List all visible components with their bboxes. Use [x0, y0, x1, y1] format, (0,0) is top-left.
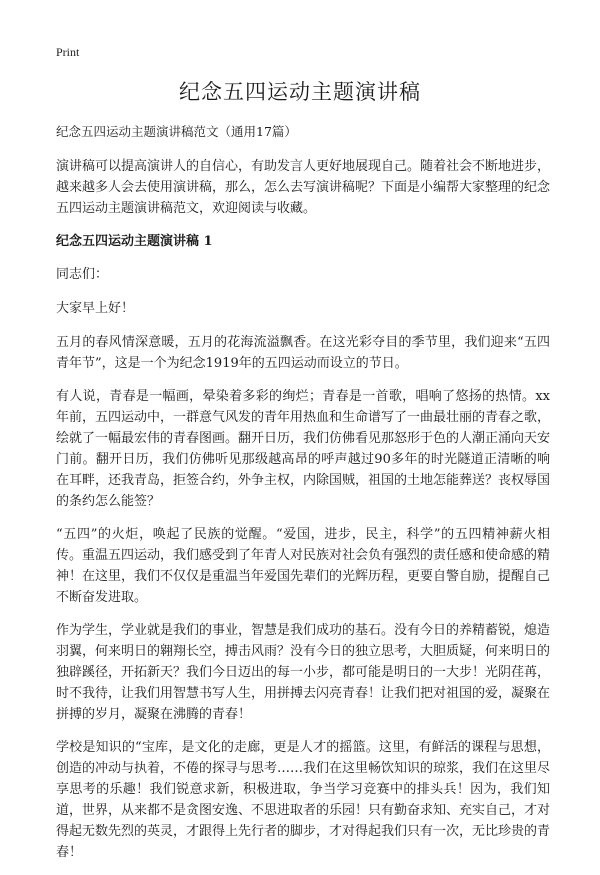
- body-paragraph: “五四”的火炬，唤起了民族的觉醒。“爱国，进步，民主，科学”的五四精神薪火相传。重温五四运动，我们感受到了年青人对民族对社会负有强烈的责任感和使命感的精神！在这里，我们不仅仅是重温当年爱国先辈们的光辉历程，更要自警自励，提醒自己不断奋发进取。: [56, 527, 551, 605]
- body-paragraph: 有人说，青春是一幅画，晕染着多彩的绚烂；青春是一首歌，唱响了悠扬的热情。xx年前，五四运动中，一群意气风发的青年用热血和生命谱写了一曲最壮丽的青春之歌，绘就了一幅最宏伟的青春图画。翻开日历，我们仿佛看见那怒形于色的人潮正涌向天安门前。翻开日历，我们仿佛听见那级越高昂的呼声越过90多年的时光隧道正清晰的响在耳畔，还我青岛，拒签合约，外争主权，内除国贼，祖国的土地怎能葬送？丧权辱国的条约怎么能签？: [56, 389, 551, 509]
- greeting-paragraph: 大家早上好！: [56, 301, 135, 316]
- section-heading: 纪念五四运动主题演讲稿 1: [56, 234, 213, 249]
- greeting-paragraph: 同志们：: [56, 267, 109, 282]
- body-paragraph: 五月的春风情深意暖，五月的花海流溢飘香。在这光彩夺目的季节里，我们迎来“五四青年节”，这是一个为纪念1919年的五四运动而设立的节日。: [56, 335, 550, 371]
- body-paragraph: 学校是知识的“宝库，是文化的走廊，更是人才的摇篮。这里，有鲜活的课程与思想，创造的冲动与执着，不倦的探寻与思考……我们在这里畅饮知识的琼浆，我们在这里尽享思考的乐趣！我们锐意求新，积极进取，争当学习竞赛中的排头兵！因为，我们知道，世界，从来都不是贪图安逸、不思进取者的乐园！只有勤奋求知、充实自己，才对得起无数先烈的英灵，才跟得上先行者的脚步，才对得起我们只有一次，无比珍贵的青春！: [56, 740, 551, 860]
- document-title: 纪念五四运动主题演讲稿: [179, 80, 421, 104]
- intro-paragraph: 演讲稿可以提高演讲人的自信心，有助发言人更好地展现自己。随着社会不断地进步，越来越多人会去使用演讲稿，那么，怎么去写演讲稿呢？下面是小编帮大家整理的纪念五四运动主题演讲稿范文，欢迎阅读与收藏。: [56, 159, 551, 216]
- print-link[interactable]: Print: [56, 45, 80, 59]
- body-paragraph: 作为学生，学业就是我们的事业，智慧是我们成功的基石。没有今日的养精蓄锐，熄造羽翼，何来明日的翱翔长空，搏击风雨？没有今日的独立思考，大胆质疑，何来明日的独辟蹊径，开拓新天？我们今日迈出的每一小步，都可能是明日的一大步！光阴荏苒，时不我待，让我们用智慧书写人生，用拼搏去闪亮青春！让我们把对祖国的爱，凝聚在拼搏的岁月，凝聚在沸腾的青春！: [56, 623, 551, 722]
- document-body: [56, 121, 550, 875]
- document-subtitle: 纪念五四运动主题演讲稿范文（通用17篇）: [56, 124, 297, 139]
